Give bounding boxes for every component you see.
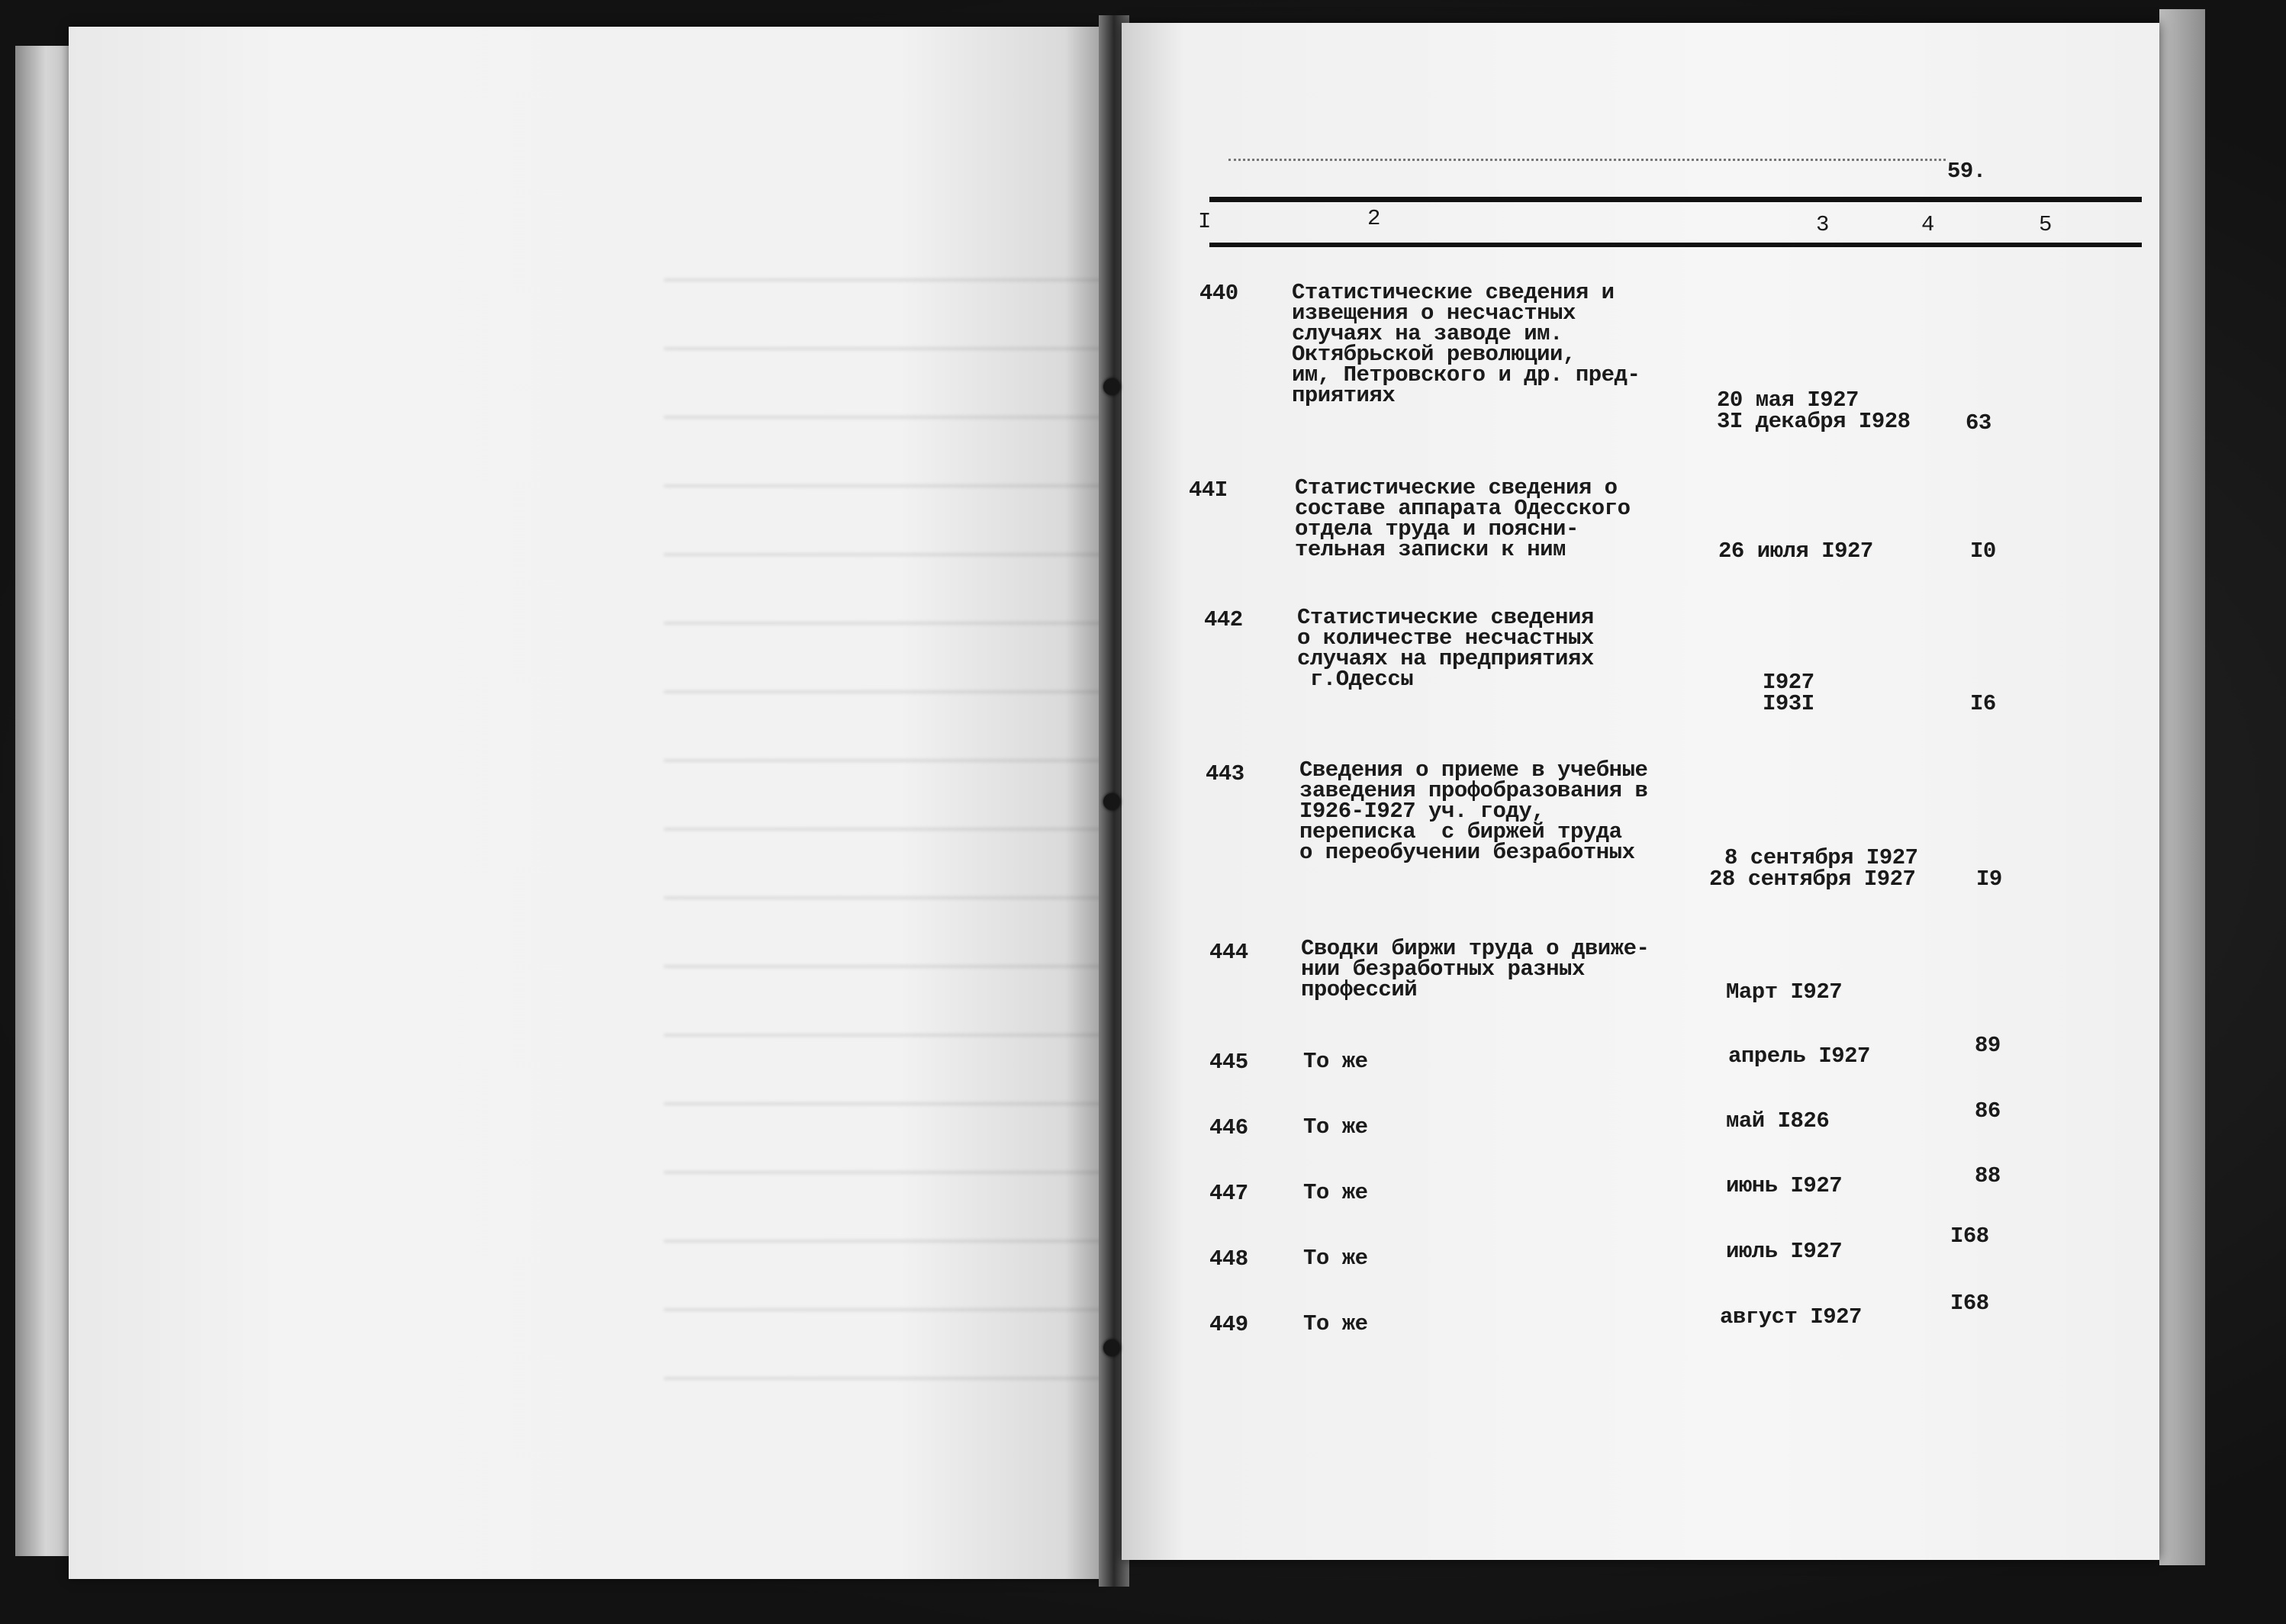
binding-hole <box>1103 1339 1120 1356</box>
row-title: Статистические сведения и извещения о несчастных случаях на заводе им. Октябрьской революции, им, Петровского и др. пред- приятиях <box>1292 280 1640 408</box>
row-date-end: 3I декабря I928 <box>1717 409 1911 434</box>
row-date-start: 20 мая I927 <box>1717 388 1859 413</box>
bleed-through-text <box>664 248 1122 1392</box>
column-header-4: 4 <box>1921 212 1934 237</box>
row-title: То же <box>1303 1049 1368 1074</box>
row-date-start: апрель I927 <box>1728 1044 1870 1069</box>
header-bottom-rule <box>1209 243 2142 247</box>
row-date-end: I93I <box>1763 691 1814 716</box>
row-title: То же <box>1303 1246 1368 1271</box>
row-sheets: I68 <box>1950 1224 1989 1249</box>
row-sheets: 88 <box>1975 1163 2001 1188</box>
row-sheets: I68 <box>1950 1291 1989 1316</box>
row-number: 448 <box>1209 1246 1248 1272</box>
right-page-edge <box>2159 9 2205 1565</box>
row-number: 447 <box>1209 1181 1248 1206</box>
row-sheets: 86 <box>1975 1098 2001 1124</box>
row-title: Сводки биржи труда о движе- нии безработных разных профессий <box>1301 936 1650 1002</box>
row-sheets: 89 <box>1975 1033 2001 1058</box>
column-header-2: 2 <box>1367 206 1380 231</box>
column-header-1: I <box>1198 209 1211 234</box>
row-date-start: август I927 <box>1720 1304 1862 1330</box>
row-sheets: I9 <box>1976 867 2002 892</box>
row-number: 444 <box>1209 940 1248 965</box>
row-number: 445 <box>1209 1050 1248 1075</box>
row-number: 44I <box>1189 478 1228 503</box>
row-date-start: май I826 <box>1726 1108 1830 1134</box>
row-number: 440 <box>1199 281 1238 306</box>
binding-hole <box>1103 378 1120 395</box>
binding-hole <box>1103 793 1120 810</box>
column-header-5: 5 <box>2039 212 2052 237</box>
row-date-end: 28 сентября I927 <box>1709 867 1916 892</box>
left-page <box>69 27 1106 1579</box>
row-number: 449 <box>1209 1312 1248 1337</box>
row-sheets: I6 <box>1970 691 1996 716</box>
header-top-rule <box>1209 197 2142 202</box>
row-date-start: июнь I927 <box>1726 1173 1843 1198</box>
row-date-start: 8 сентября I927 <box>1724 845 1918 870</box>
faint-header-line <box>1228 159 1946 161</box>
row-title: То же <box>1303 1311 1368 1336</box>
row-number: 442 <box>1204 607 1243 632</box>
row-title: Сведения о приеме в учебные заведения профобразования в I926-I927 уч. году, переписка с биржей труда о переобучении безработных <box>1299 757 1648 865</box>
row-sheets: 63 <box>1966 410 1991 436</box>
row-number: 443 <box>1206 761 1244 786</box>
column-header-3: 3 <box>1816 212 1829 237</box>
page-number: 59. <box>1947 159 1986 184</box>
row-title: Статистические сведения о количестве несчастных случаях на предприятиях г.Одессы <box>1297 605 1594 692</box>
row-date-start: 26 июля I927 <box>1718 539 1873 564</box>
row-date-start: I927 <box>1763 670 1814 695</box>
row-title: Статистические сведения о составе аппарата Одесского отдела труда и поясни- тельная записки к ним <box>1295 475 1631 562</box>
row-date-start: июль I927 <box>1726 1239 1843 1264</box>
row-number: 446 <box>1209 1115 1248 1140</box>
row-title: То же <box>1303 1114 1368 1140</box>
row-title: То же <box>1303 1180 1368 1205</box>
row-sheets: I0 <box>1970 539 1996 564</box>
row-date-start: Март I927 <box>1726 979 1843 1005</box>
